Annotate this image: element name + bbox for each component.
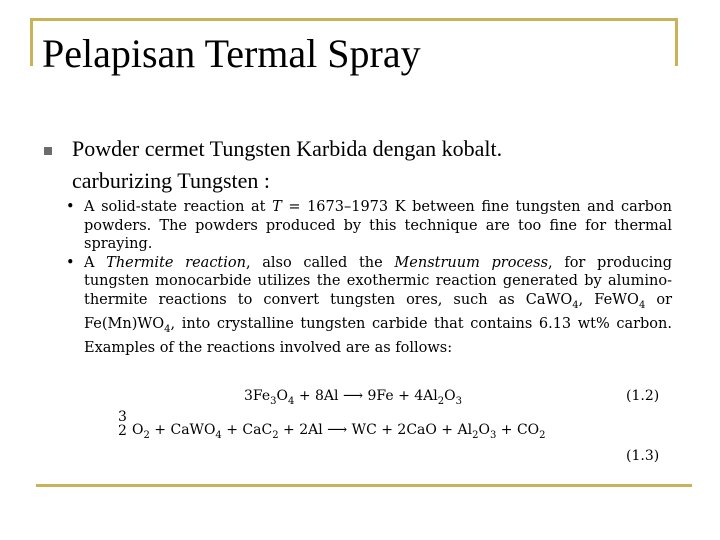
excerpt-text: A solid-state reaction at	[84, 199, 273, 215]
excerpt-text: , for producing tungsten monocarbide utilizes the exothermic reaction generated by alumino-thermite reactions to convert tungsten ores, such as CaWO	[84, 254, 672, 308]
excerpt-text: or Fe(Mn)WO	[84, 291, 673, 332]
excerpt-emphasis: Thermite reaction	[106, 254, 246, 271]
bullet-dot-icon: •	[66, 254, 75, 271]
excerpt-var: T	[272, 199, 282, 215]
frame-left-line	[30, 18, 33, 66]
fraction-denominator: 2	[118, 423, 127, 439]
excerpt-text: , FeWO	[578, 291, 639, 308]
excerpt-item-2	[62, 254, 672, 358]
subscript: 4	[638, 299, 646, 311]
bullet-dot-icon: •	[66, 199, 75, 215]
square-bullet-icon	[44, 147, 52, 155]
bullet-line-1: Powder cermet Tungsten Karbida dengan kobalt.	[72, 136, 503, 161]
frame-top-line	[30, 18, 678, 21]
excerpt-emphasis: Menstruum process	[394, 254, 549, 271]
excerpt-item-1	[62, 198, 672, 254]
equation-1: $3Fe_3O_4 + 8Al$ ⟶ $9Fe + 4Al_2O_3$	[244, 388, 462, 407]
equation-1-number: (1.2)	[626, 388, 660, 404]
excerpt-text: , into crystalline tungsten carbide that contains 6.13 wt% carbon. Examples of the reactions involved are as follows:	[84, 315, 672, 357]
subscript: 4	[572, 299, 579, 311]
fraction-numerator: 3	[118, 409, 127, 425]
equation-2-fraction	[118, 410, 127, 438]
frame-right-line	[675, 18, 678, 66]
excerpt-text: = 1673–1973 K between fine tungsten and carbon powders. The powders produced by this technique are too fine for thermal spraying.	[84, 199, 673, 252]
scanned-excerpt	[62, 198, 672, 358]
equation-2: $O_2$ + CaWO$_4$ + CaC$_2$ + 2Al ⟶ WC + $2CaO + Al_2O_3 + CO_2$	[132, 422, 546, 441]
excerpt-text: A	[84, 254, 107, 271]
equation-2-number: (1.3)	[626, 448, 660, 464]
excerpt-text: , also called the	[245, 254, 395, 271]
slide-title: Pelapisan Termal Spray	[42, 31, 421, 76]
subscript: 4	[164, 323, 171, 335]
bullet-line-2: carburizing Tungsten :	[72, 168, 270, 193]
frame-bottom-line	[36, 484, 692, 487]
